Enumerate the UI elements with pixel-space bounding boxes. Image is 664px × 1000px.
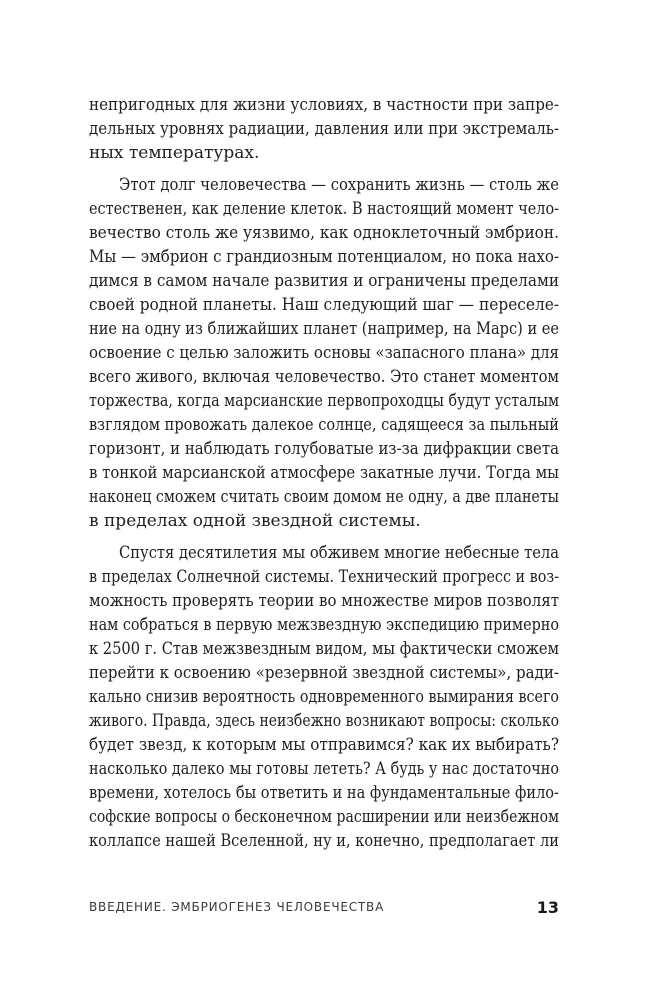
text-line: софские вопросы о бесконечном расширении или неизбежном <box>89 807 560 827</box>
text-line: освоение с целью заложить основы «запасного плана» для <box>89 343 560 363</box>
text-line: времени, хотелось бы ответить и на фундаментальные фило- <box>89 783 559 803</box>
page-footer <box>89 898 559 920</box>
text-line: в пределах Солнечной системы. Технический прогресс и воз- <box>89 567 559 587</box>
text-line: перейти к освоению «резервной звездной системы», ради- <box>89 663 559 683</box>
paragraph-last-line: ных температурах. <box>89 143 260 163</box>
text-line: к 2500 г. Став межзвездным видом, мы фактически сможем <box>89 639 559 659</box>
text-line: нам собраться в первую межзвездную экспедицию примерно <box>89 615 559 635</box>
text-line: вечество столь же уязвимо, как одноклеточный эмбрион. <box>89 223 560 243</box>
text-line: живого. Правда, здесь неизбежно возникают вопросы: сколько <box>89 711 560 731</box>
text-line: горизонт, и наблюдать голубоватые из-за дифракции света <box>89 439 559 459</box>
paragraph-last-line: в пределах одной звездной системы. <box>89 511 421 531</box>
text-line: торжества, когда марсианские первопроходцы будут усталым <box>89 391 560 411</box>
text-line: непригодных для жизни условиях, в частности при запре- <box>89 95 560 115</box>
text-line: всего живого, включая человечество. Это станет моментом <box>89 367 559 387</box>
text-line: наконец сможем считать своим домом не одну, а две планеты <box>89 487 560 507</box>
paragraph-first-line: Спустя десятилетия мы обживем многие небесные тела <box>119 543 560 563</box>
text-line: Мы — эмбрион с грандиозным потенциалом, но пока нахо- <box>89 247 560 267</box>
text-line: своей родной планеты. Наш следующий шаг — переселе- <box>89 295 560 315</box>
text-line: будет звезд, к которым мы отправимся? как их выбирать? <box>89 735 560 755</box>
text-line: взглядом провожать далекое солнце, садящееся за пыльный <box>89 415 559 435</box>
text-line: естественен, как деление клеток. В настоящий момент чело- <box>89 199 560 219</box>
paragraph-first-line: Этот долг человечества — сохранить жизнь — столь же <box>119 175 560 195</box>
text-line: ние на одну из ближайших планет (например, на Марс) и ее <box>89 319 560 339</box>
text-line: в тонкой марсианской атмосфере закатные лучи. Тогда мы <box>89 463 559 483</box>
page-number: 13 <box>536 898 559 917</box>
running-head: ВВЕДЕНИЕ. ЭМБРИОГЕНЕЗ ЧЕЛОВЕЧЕСТВА <box>89 900 385 914</box>
text-line: можность проверять теории во множестве миров позволят <box>89 591 560 611</box>
text-line: дельных уровнях радиации, давления или при экстремаль- <box>89 119 560 139</box>
text-line: димся в самом начале развития и ограничены пределами <box>89 271 559 291</box>
text-line: кально снизив вероятность одновременного вымирания всего <box>89 687 559 707</box>
text-line: насколько далеко мы готовы лететь? А будь у нас достаточно <box>89 759 560 779</box>
text-line: коллапсе нашей Вселенной, ну и, конечно, предполагает ли <box>89 831 560 851</box>
